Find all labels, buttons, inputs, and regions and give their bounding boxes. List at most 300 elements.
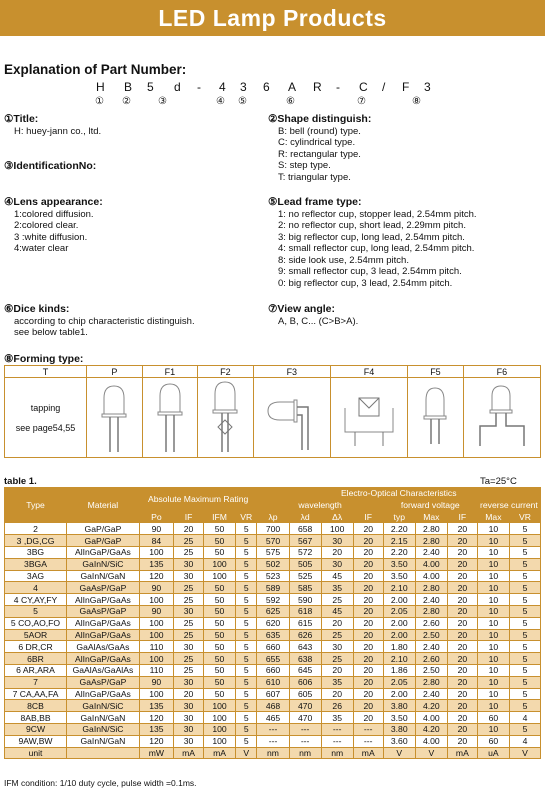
table-row: [5, 676, 541, 688]
value-cell: 50: [203, 664, 235, 676]
table-row: [5, 735, 541, 747]
value-cell: 90: [139, 605, 173, 617]
value-cell: 20: [353, 582, 383, 594]
value-cell: 10: [477, 629, 509, 641]
material-cell: GaInN/SiC: [67, 700, 140, 712]
value-cell: 10: [477, 546, 509, 558]
section-line: A, B, C... (C>B>A).: [278, 315, 359, 327]
value-cell: 50: [203, 676, 235, 688]
value-cell: 30: [321, 535, 353, 547]
section-line: R: rectangular type.: [278, 148, 361, 160]
value-cell: 100: [139, 617, 173, 629]
value-cell: 20: [447, 570, 477, 582]
value-cell: 5: [236, 570, 257, 582]
spec-table: [4, 487, 541, 759]
value-cell: 20: [447, 664, 477, 676]
value-cell: 100: [203, 735, 235, 747]
value-cell: 3.50: [383, 570, 415, 582]
pn-index: ①: [95, 96, 104, 107]
material-cell: AlInGaP/GaAs: [67, 629, 140, 641]
value-cell: 5: [236, 629, 257, 641]
value-cell: 1.80: [383, 641, 415, 653]
value-cell: uA: [477, 747, 509, 759]
value-cell: 635: [257, 629, 289, 641]
value-cell: 5: [509, 605, 540, 617]
subheader: VR: [509, 511, 540, 523]
value-cell: 20: [447, 558, 477, 570]
value-cell: 3.80: [383, 700, 415, 712]
part-number: [0, 80, 545, 94]
table-row: [5, 570, 541, 582]
value-cell: 35: [321, 712, 353, 724]
value-cell: 35: [321, 676, 353, 688]
pn-index: ⑦: [357, 96, 366, 107]
pn-char: F: [402, 80, 410, 94]
page-title: LED Lamp Products: [158, 5, 387, 31]
value-cell: nm: [289, 747, 321, 759]
section-lens: [4, 197, 103, 255]
spec-table-body: [5, 523, 541, 759]
section-heading: ⑤Lead frame type:: [268, 196, 362, 208]
led-f5-drawing: [415, 380, 455, 454]
subheader: VR: [236, 511, 257, 523]
value-cell: 10: [477, 605, 509, 617]
value-cell: 50: [203, 641, 235, 653]
value-cell: mA: [174, 747, 204, 759]
type-cell: 2: [5, 523, 67, 535]
material-cell: GaInN/GaN: [67, 712, 140, 724]
value-cell: 4.00: [415, 712, 447, 724]
value-cell: 30: [321, 641, 353, 653]
value-cell: 10: [477, 582, 509, 594]
type-cell: 3BG: [5, 546, 67, 558]
value-cell: 20: [353, 535, 383, 547]
value-cell: 100: [139, 546, 173, 558]
pn-char: 6: [263, 80, 270, 94]
value-cell: 110: [139, 664, 173, 676]
subheader: Δλ: [321, 511, 353, 523]
value-cell: 5: [509, 676, 540, 688]
value-cell: 4.20: [415, 723, 447, 735]
type-cell: 7: [5, 676, 67, 688]
pn-char: 4: [219, 80, 226, 94]
section-line: S: step type.: [278, 160, 331, 171]
value-cell: 5: [236, 700, 257, 712]
value-cell: 502: [257, 558, 289, 570]
value-cell: 25: [174, 546, 204, 558]
section-line: 1: no reflector cup, stopper lead, 2.54mm pitch.: [278, 208, 477, 220]
value-cell: 590: [289, 594, 321, 606]
value-cell: 20: [353, 617, 383, 629]
pn-char: 5: [147, 80, 154, 94]
type-cell: 5: [5, 605, 67, 617]
type-cell: 6 AR,ARA: [5, 664, 67, 676]
value-cell: ---: [257, 735, 289, 747]
value-cell: 2.60: [415, 653, 447, 665]
value-cell: 100: [139, 688, 173, 700]
material-cell: AlInGaP/GaAs: [67, 546, 140, 558]
value-cell: 10: [477, 688, 509, 700]
value-cell: ---: [353, 723, 383, 735]
material-cell: AlInGaP/GaAs: [67, 653, 140, 665]
value-cell: 470: [289, 700, 321, 712]
value-cell: 4.00: [415, 570, 447, 582]
header-type: Type: [5, 488, 67, 523]
pn-char: B: [124, 80, 133, 94]
table-row: [5, 664, 541, 676]
forming-t-line: tapping: [30, 402, 61, 413]
led-f4-drawing: [341, 380, 397, 454]
value-cell: 5: [509, 629, 540, 641]
type-cell: 4: [5, 582, 67, 594]
value-cell: 20: [447, 629, 477, 641]
value-cell: 1.86: [383, 664, 415, 676]
value-cell: 4: [509, 712, 540, 724]
value-cell: 5: [509, 653, 540, 665]
value-cell: 25: [174, 617, 204, 629]
value-cell: 50: [203, 605, 235, 617]
table-row: [5, 582, 541, 594]
value-cell: 5: [509, 558, 540, 570]
pn-index: ②: [122, 96, 131, 107]
value-cell: 100: [203, 712, 235, 724]
value-cell: 20: [447, 605, 477, 617]
pn-char: d: [174, 80, 181, 94]
pn-index: ③: [158, 96, 167, 107]
forming-p-cell: [87, 378, 143, 458]
value-cell: 5: [236, 723, 257, 735]
value-cell: 2.40: [415, 594, 447, 606]
value-cell: 5: [236, 664, 257, 676]
value-cell: 2.40: [415, 641, 447, 653]
value-cell: 84: [139, 535, 173, 547]
value-cell: 606: [289, 676, 321, 688]
table-row: [5, 747, 541, 759]
value-cell: 100: [321, 523, 353, 535]
value-cell: 567: [289, 535, 321, 547]
value-cell: 120: [139, 735, 173, 747]
value-cell: 135: [139, 723, 173, 735]
section-title: [4, 114, 101, 137]
forming-f5-cell: [408, 378, 464, 458]
value-cell: 5: [236, 617, 257, 629]
forming-f1-cell: [142, 378, 198, 458]
value-cell: 20: [353, 712, 383, 724]
value-cell: 5: [236, 641, 257, 653]
value-cell: 10: [477, 558, 509, 570]
value-cell: V: [415, 747, 447, 759]
value-cell: V: [509, 747, 540, 759]
pn-char: H: [96, 80, 105, 94]
value-cell: 25: [174, 582, 204, 594]
section-line: 4: small reflector cup, long lead, 2.54mm pitch.: [278, 243, 475, 254]
value-cell: 30: [174, 700, 204, 712]
value-cell: 2.10: [383, 582, 415, 594]
forming-f6-cell: [463, 378, 540, 458]
value-cell: 30: [174, 712, 204, 724]
value-cell: 660: [257, 641, 289, 653]
value-cell: 20: [353, 594, 383, 606]
type-cell: unit: [5, 747, 67, 759]
section-line: 2: no reflector cup, short lead, 2.29mm pitch.: [278, 220, 466, 231]
value-cell: 50: [203, 688, 235, 700]
value-cell: ---: [321, 723, 353, 735]
value-cell: 30: [174, 676, 204, 688]
pn-index: ⑧: [412, 96, 421, 107]
section-line: 3: big reflector cup, long lead, 2.54mm pitch.: [278, 231, 465, 243]
value-cell: 20: [353, 653, 383, 665]
value-cell: 35: [321, 582, 353, 594]
value-cell: ---: [353, 735, 383, 747]
table-row: [5, 641, 541, 653]
section-shape: [268, 114, 371, 183]
part-number-indexes: [0, 96, 545, 108]
value-cell: 2.00: [383, 629, 415, 641]
table-row: [5, 535, 541, 547]
value-cell: 5: [509, 535, 540, 547]
pn-char: 3: [424, 80, 431, 94]
value-cell: 2.20: [383, 523, 415, 535]
value-cell: 45: [321, 570, 353, 582]
value-cell: 30: [174, 558, 204, 570]
value-cell: 20: [447, 653, 477, 665]
section-line: 3 :white diffusion.: [14, 231, 88, 243]
pn-char: A: [288, 80, 297, 94]
value-cell: 30: [174, 605, 204, 617]
value-cell: 20: [353, 664, 383, 676]
value-cell: 20: [447, 723, 477, 735]
value-cell: 5: [509, 523, 540, 535]
value-cell: 20: [447, 535, 477, 547]
value-cell: 110: [139, 641, 173, 653]
subheader: typ: [383, 511, 415, 523]
led-f2-drawing: [205, 380, 245, 454]
pn-index: ⑤: [238, 96, 247, 107]
value-cell: 575: [257, 546, 289, 558]
page-title-banner: [0, 0, 545, 36]
table-row: [5, 523, 541, 535]
value-cell: 5: [509, 582, 540, 594]
value-cell: 20: [447, 700, 477, 712]
type-cell: 5 CO,AO,FO: [5, 617, 67, 629]
value-cell: 60: [477, 735, 509, 747]
value-cell: 5: [236, 582, 257, 594]
value-cell: 645: [289, 664, 321, 676]
value-cell: 20: [353, 546, 383, 558]
value-cell: ---: [321, 735, 353, 747]
pn-index: ④: [216, 96, 225, 107]
value-cell: 20: [447, 688, 477, 700]
value-cell: 10: [477, 641, 509, 653]
value-cell: 572: [289, 546, 321, 558]
material-cell: GaInN/GaN: [67, 570, 140, 582]
section-line: 4:water clear: [14, 243, 69, 254]
value-cell: 2.80: [415, 535, 447, 547]
value-cell: 5: [236, 594, 257, 606]
value-cell: 5: [509, 700, 540, 712]
value-cell: 626: [289, 629, 321, 641]
led-f3-drawing: [264, 380, 320, 454]
value-cell: 615: [289, 617, 321, 629]
value-cell: 25: [174, 653, 204, 665]
value-cell: 523: [257, 570, 289, 582]
value-cell: 2.20: [383, 546, 415, 558]
value-cell: 50: [203, 617, 235, 629]
value-cell: ---: [257, 723, 289, 735]
section-line: 8: side look use, 2.54mm pitch.: [278, 254, 409, 266]
value-cell: 5: [236, 546, 257, 558]
ambient-temperature: Ta=25°C: [480, 476, 517, 487]
value-cell: 26: [321, 700, 353, 712]
value-cell: 660: [257, 664, 289, 676]
value-cell: 4.00: [415, 558, 447, 570]
table-row: [5, 712, 541, 724]
section-lead-frame: [268, 197, 477, 289]
value-cell: 2.00: [383, 688, 415, 700]
value-cell: 10: [477, 523, 509, 535]
value-cell: 5: [236, 735, 257, 747]
table-row: [5, 546, 541, 558]
value-cell: 25: [321, 594, 353, 606]
value-cell: 100: [203, 723, 235, 735]
value-cell: 5: [509, 570, 540, 582]
value-cell: 3.50: [383, 712, 415, 724]
header-material: Material: [67, 488, 140, 523]
value-cell: 50: [203, 594, 235, 606]
material-cell: GaAlAs/GaAlAs: [67, 664, 140, 676]
value-cell: 10: [477, 594, 509, 606]
material-cell: GaAsP/GaP: [67, 582, 140, 594]
value-cell: 2.80: [415, 582, 447, 594]
pn-char: C: [359, 80, 368, 94]
value-cell: 470: [289, 712, 321, 724]
forming-f3-cell: [253, 378, 330, 458]
value-cell: 2.05: [383, 676, 415, 688]
type-cell: 3BGA: [5, 558, 67, 570]
value-cell: 30: [174, 735, 204, 747]
section-line: 2:colored clear.: [14, 220, 79, 231]
table-row: [5, 723, 541, 735]
value-cell: 5: [236, 558, 257, 570]
value-cell: 10: [477, 570, 509, 582]
value-cell: 2.00: [383, 617, 415, 629]
value-cell: mA: [447, 747, 477, 759]
forming-table: [4, 365, 541, 458]
table-row: [5, 653, 541, 665]
material-cell: GaAsP/GaP: [67, 676, 140, 688]
value-cell: 505: [289, 558, 321, 570]
forming-col: T: [5, 366, 87, 378]
type-cell: 6 DR,CR: [5, 641, 67, 653]
value-cell: 20: [353, 558, 383, 570]
value-cell: 10: [477, 653, 509, 665]
value-cell: 2.80: [415, 676, 447, 688]
value-cell: 10: [477, 723, 509, 735]
value-cell: 25: [174, 594, 204, 606]
value-cell: 20: [353, 676, 383, 688]
value-cell: 120: [139, 570, 173, 582]
value-cell: 5: [509, 723, 540, 735]
table1-label: table 1.: [4, 476, 37, 487]
value-cell: 2.40: [415, 546, 447, 558]
table-row: [5, 617, 541, 629]
value-cell: 4.00: [415, 735, 447, 747]
value-cell: 25: [321, 653, 353, 665]
value-cell: 570: [257, 535, 289, 547]
value-cell: 20: [353, 641, 383, 653]
pn-char: 3: [240, 80, 247, 94]
value-cell: 50: [203, 653, 235, 665]
subheader: IF: [353, 511, 383, 523]
value-cell: 592: [257, 594, 289, 606]
forming-col: F5: [408, 366, 464, 378]
value-cell: 50: [203, 546, 235, 558]
value-cell: 620: [257, 617, 289, 629]
section-identification: [4, 161, 96, 173]
forming-f4-cell: [330, 378, 407, 458]
value-cell: 100: [203, 558, 235, 570]
subheader: Max: [477, 511, 509, 523]
type-cell: 9CW: [5, 723, 67, 735]
value-cell: 45: [321, 605, 353, 617]
header-wavelength: wavelength: [257, 499, 383, 511]
value-cell: 50: [203, 582, 235, 594]
value-cell: 100: [139, 653, 173, 665]
section-heading: ③IdentificationNo:: [4, 160, 97, 172]
value-cell: ---: [289, 735, 321, 747]
header-forward-voltage: forward voltage: [383, 499, 477, 511]
value-cell: 50: [203, 629, 235, 641]
value-cell: 100: [139, 594, 173, 606]
material-cell: GaP/GaP: [67, 535, 140, 547]
section-line: C: cylindrical type.: [278, 137, 356, 148]
value-cell: 2.50: [415, 629, 447, 641]
type-cell: 9AW,BW: [5, 735, 67, 747]
value-cell: 90: [139, 676, 173, 688]
value-cell: mA: [203, 747, 235, 759]
value-cell: 25: [321, 629, 353, 641]
pn-char: -: [336, 80, 340, 94]
value-cell: 20: [321, 546, 353, 558]
value-cell: 5: [236, 535, 257, 547]
value-cell: 5: [509, 617, 540, 629]
value-cell: 20: [321, 688, 353, 700]
type-cell: 3AG: [5, 570, 67, 582]
value-cell: 20: [353, 605, 383, 617]
table-row: [5, 605, 541, 617]
forming-t-line: see page54,55: [15, 422, 76, 433]
value-cell: 10: [477, 617, 509, 629]
type-cell: 8AB,BB: [5, 712, 67, 724]
subheader: Po: [139, 511, 173, 523]
value-cell: 90: [139, 582, 173, 594]
value-cell: 2.00: [383, 594, 415, 606]
value-cell: 465: [257, 712, 289, 724]
value-cell: 50: [203, 535, 235, 547]
value-cell: ---: [289, 723, 321, 735]
value-cell: 700: [257, 523, 289, 535]
value-cell: 605: [289, 688, 321, 700]
value-cell: 5: [509, 641, 540, 653]
value-cell: 625: [257, 605, 289, 617]
value-cell: 2.10: [383, 653, 415, 665]
subheader: IF: [174, 511, 204, 523]
value-cell: 25: [174, 535, 204, 547]
section-view-angle: [268, 304, 358, 327]
subheader: Max: [415, 511, 447, 523]
value-cell: 589: [257, 582, 289, 594]
value-cell: nm: [257, 747, 289, 759]
